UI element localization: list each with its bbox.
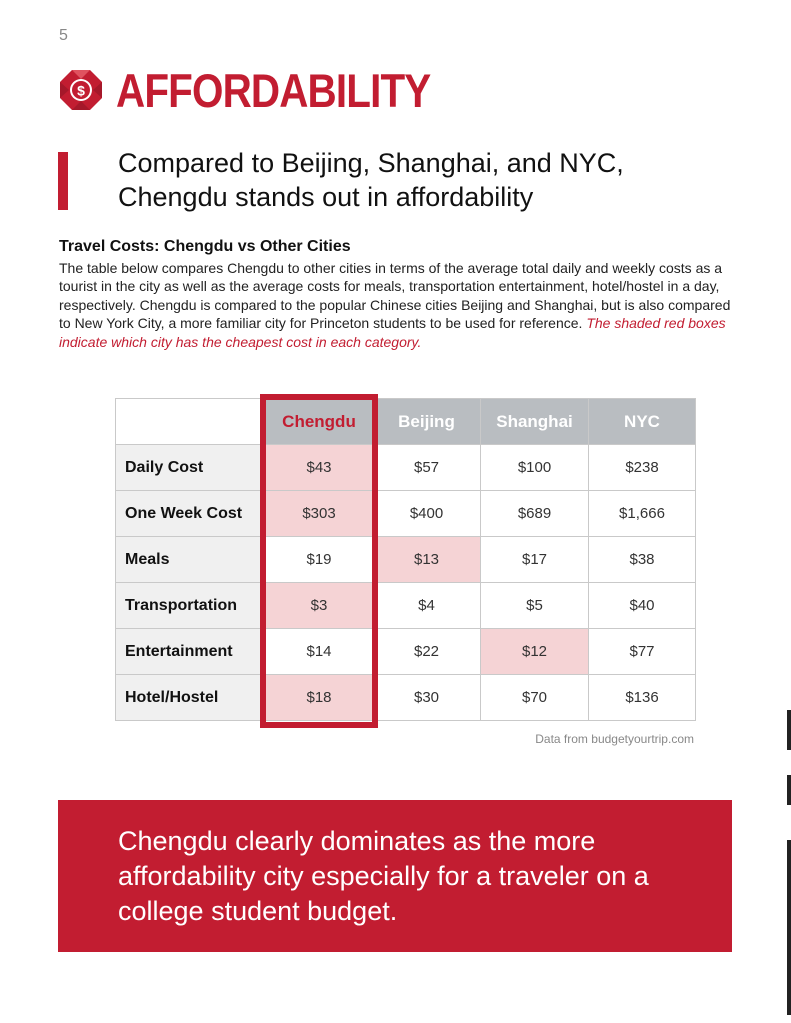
cost-cell: $13 [373, 537, 481, 583]
table-row [116, 583, 696, 629]
cost-cell: $238 [589, 445, 696, 491]
conclusion-callout [58, 800, 732, 952]
cost-cell: $136 [589, 675, 696, 721]
table-row [116, 491, 696, 537]
cost-cell: $22 [373, 629, 481, 675]
page-number: 5 [59, 27, 68, 44]
column-header-nyc: NYC [589, 399, 696, 445]
cost-cell: $18 [266, 675, 373, 721]
table-row [116, 445, 696, 491]
cost-cell: $17 [481, 537, 589, 583]
column-header-shanghai: Shanghai [481, 399, 589, 445]
table-row [116, 537, 696, 583]
table-header-row [116, 399, 696, 445]
cost-cell: $1,666 [589, 491, 696, 537]
table-description [59, 259, 739, 351]
data-source: Data from budgetyourtrip.com [535, 732, 694, 746]
column-header-chengdu: Chengdu [266, 399, 373, 445]
cost-cell: $57 [373, 445, 481, 491]
svg-text:$: $ [77, 82, 85, 99]
cost-cell: $303 [266, 491, 373, 537]
row-label: Daily Cost [116, 445, 266, 491]
cost-cell: $38 [589, 537, 696, 583]
cost-cell: $30 [373, 675, 481, 721]
cost-cell: $77 [589, 629, 696, 675]
table-row [116, 675, 696, 721]
section-title: AFFORDABILITY [116, 63, 431, 117]
scan-edge-mark [787, 840, 791, 1015]
row-label: One Week Cost [116, 491, 266, 537]
callout-text: Chengdu clearly dominates as the more affordability city especially for a traveler on a college student budget. [118, 826, 649, 926]
cost-cell: $689 [481, 491, 589, 537]
headline: Compared to Beijing, Shanghai, and NYC, Chengdu stands out in affordability [118, 148, 624, 212]
cost-cell: $14 [266, 629, 373, 675]
description-body: The table below compares Chengdu to other cities in terms of the average total daily and weekly costs as a tourist in the city as well as the average costs for meals, transportation entertainment, hotel/hostel in a day, respectively. Chengdu is compared to the popular Chinese cities Beijing and Shanghai, but is also compared to New York City, a more familiar city for Princeton students to be used for reference. [59, 260, 731, 332]
cost-cell: $3 [266, 583, 373, 629]
cost-cell: $19 [266, 537, 373, 583]
table-subheading: Travel Costs: Chengdu vs Other Cities [59, 238, 351, 255]
table-row [116, 629, 696, 675]
travel-cost-table [115, 398, 696, 721]
cost-cell: $4 [373, 583, 481, 629]
row-label: Entertainment [116, 629, 266, 675]
scan-edge-mark [787, 775, 791, 805]
cost-cell: $43 [266, 445, 373, 491]
row-label: Transportation [116, 583, 266, 629]
column-header-beijing: Beijing [373, 399, 481, 445]
table-body [116, 445, 696, 721]
cost-cell: $70 [481, 675, 589, 721]
accent-bar [58, 152, 68, 210]
description-highlight: The shaded red boxes indicate which city has the cheapest cost in each category. [59, 315, 726, 350]
cost-cell: $40 [589, 583, 696, 629]
section-header [58, 62, 482, 118]
cost-cell: $12 [481, 629, 589, 675]
dollar-gem-icon [58, 67, 104, 113]
cost-cell: $400 [373, 491, 481, 537]
cost-cell: $5 [481, 583, 589, 629]
cost-cell: $100 [481, 445, 589, 491]
scan-edge-mark [787, 710, 791, 750]
row-label: Hotel/Hostel [116, 675, 266, 721]
row-label: Meals [116, 537, 266, 583]
table-corner-cell [116, 399, 266, 445]
